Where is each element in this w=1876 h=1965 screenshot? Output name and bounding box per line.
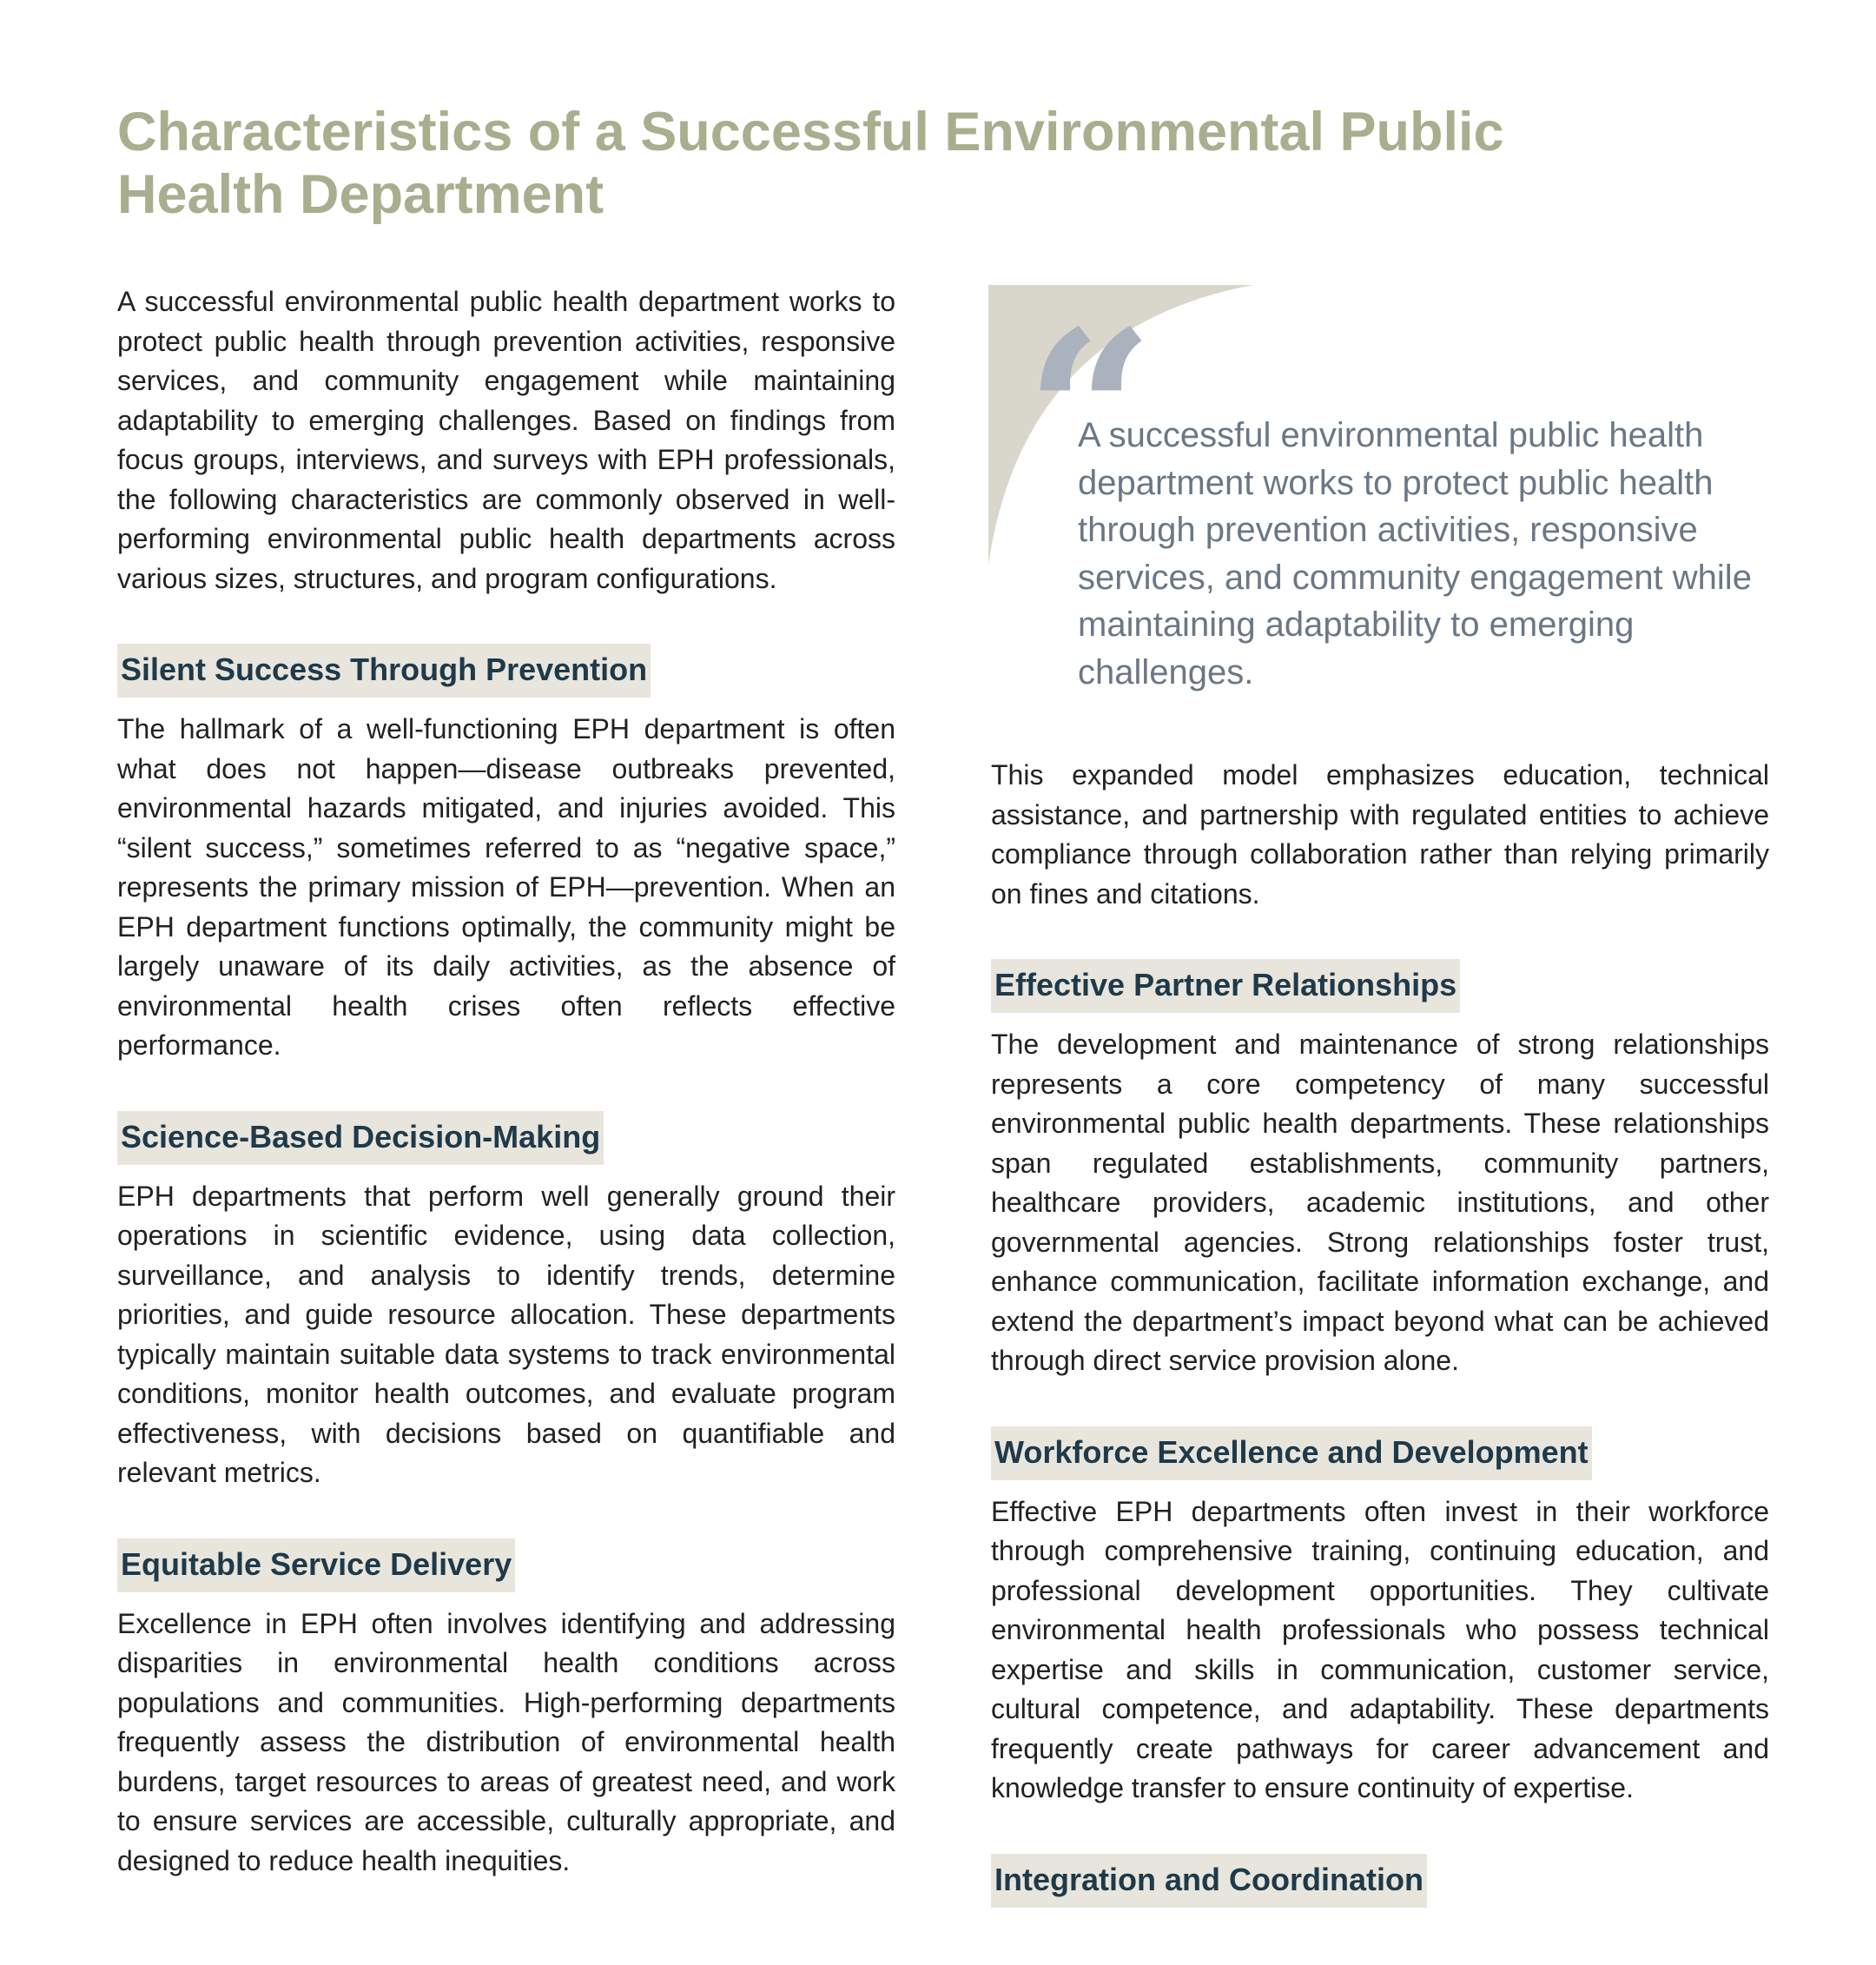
pull-quote — [988, 282, 1770, 719]
section-equitable-service — [117, 1538, 895, 1882]
section-heading: Integration and Coordination — [991, 1854, 1427, 1908]
quotation-mark-icon: “ — [1025, 282, 1155, 547]
section-body: The hallmark of a well-functioning EPH department is often what does not happen—disease outbreaks prevented, environmental hazards mitigated, and injuries avoided. This “silent success,” sometimes referred to as “negative space,” represents the primary mission of EPH—prevention. When an EPH department functions optimally, the community might be largely unaware of its daily activities, as the absence of environmental health crises often reflects effective performance. — [117, 713, 895, 1061]
section-heading: Effective Partner Relationships — [991, 959, 1460, 1013]
section-integration — [991, 1854, 1769, 1920]
pull-quote-text: A successful environmental public health department works to protect public health through prevention activities, responsive services, and community engagement while maintaining adaptability to emerging challenges. — [1078, 416, 1752, 691]
left-column — [117, 282, 895, 1926]
section-heading: Silent Success Through Prevention — [117, 644, 651, 698]
section-body: Effective EPH departments often invest in their workforce through comprehensive training, continuing education, and professional development opportunities. They cultivate environmental health professionals who possess technical expertise and skills in communication, customer service, cultural competence, and adaptability. These departments frequently create pathways for career advancement and knowledge transfer to ensure continuity of expertise. — [991, 1495, 1769, 1803]
section-body: Excellence in EPH often involves identifying and addressing disparities in environmental health conditions across populations and communities. High-performing departments frequently assess the distribution of environmental health burdens, target resources to areas of greatest need, and work to ensure services are accessible, culturally appropriate, and designed to reduce health inequities. — [117, 1607, 895, 1876]
right-column — [991, 756, 1769, 1965]
section-heading: Science-Based Decision-Making — [117, 1111, 604, 1165]
section-body: EPH departments that perform well generally ground their operations in scientific evidence, using data collection, surveillance, and analysis to identify trends, determine priorities, and guide resource allocation. These departments typically maintain suitable data systems to track environmental conditions, monitor health outcomes, and evaluate program effectiveness, with decisions based on quantifiable and relevant metrics. — [117, 1180, 895, 1488]
section-silent-success — [117, 644, 895, 1066]
section-workforce-excellence — [991, 1426, 1769, 1809]
section-body: The development and maintenance of strong relationships represents a core competency of many successful environmental public health departments. These relationships span regulated establishments, community partners, healthcare providers, academic institutions, and other governmental agencies. Strong relationships foster trust, enhance communication, facilitate information exchange, and extend the department’s impact beyond what can be achieved through direct service provision alone. — [991, 1029, 1769, 1376]
section-partner-relationships — [991, 959, 1769, 1381]
section-heading: Workforce Excellence and Development — [991, 1426, 1592, 1480]
section-heading: Equitable Service Delivery — [117, 1538, 515, 1592]
intro-paragraph: A successful environmental public health department works to protect public health through prevention activities, responsive services, and community engagement while maintaining adaptability to emerging challenges. Based on findings from focus groups, interviews, and surveys with EPH professionals, the following characteristics are commonly observed in well-performing environmental public health departments across various sizes, structures, and program configurations. — [117, 286, 895, 594]
section-science-based — [117, 1111, 895, 1493]
page-title: Characteristics of a Successful Environmental Public Health Department — [117, 102, 1504, 225]
right-intro-paragraph: This expanded model emphasizes education, technical assistance, and partnership with regulated entities to achieve compliance through collaboration rather than relying primarily on fines and citations. — [991, 759, 1769, 910]
